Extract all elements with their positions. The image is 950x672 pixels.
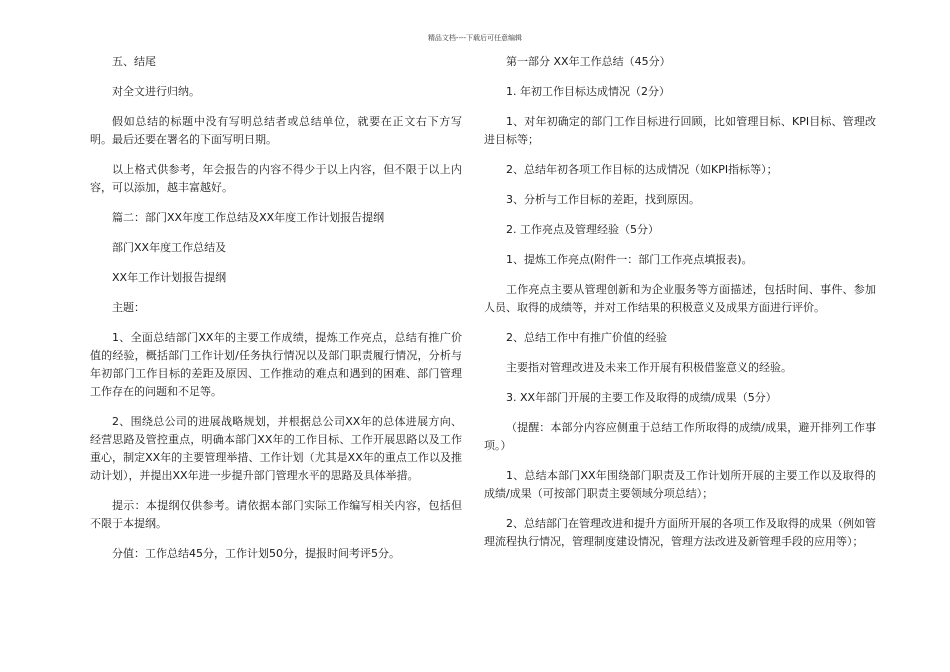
paragraph: XX年工作计划报告提纲 [112, 271, 227, 284]
paragraph: 2. 工作亮点及管理经验（5分） [506, 223, 659, 236]
paragraph: 以上格式供参考，年会报告的内容不得少于以上内容，但不限于以上内容，可以添加，越丰富越好。 [90, 163, 462, 194]
paragraph: 提示：本提纲仅供参考。请依据本部门实际工作编写相关内容，包括但不限于本提纲。 [90, 499, 462, 530]
paragraph: 2、总结工作中有推广价值的经验 [506, 331, 667, 344]
paragraph: 2、总结年初各项工作目标的达成情况（如KPI指标等）； [506, 163, 778, 176]
paragraph: 分值：工作总结45分，工作计划50分，提报时间考评5分。 [112, 547, 400, 560]
paragraph: 主题： [112, 301, 145, 314]
paragraph: 五、结尾 [112, 55, 156, 68]
paragraph: 2、总结部门在管理改进和提升方面所开展的各项工作及取得的成果（例如管理流程执行情况，管理制度建设情况，管理方法改进及新管理手段的应用等）； [484, 517, 876, 548]
paragraph: 第一部分 XX年工作总结（45分） [506, 55, 671, 68]
paragraph: 1、全面总结部门XX年的主要工作成绩，提炼工作亮点，总结有推广价值的经验，概括部门工作计划/任务执行情况以及部门职责履行情况，分析与年初部门工作目标的差距及原因、工作推动的难点和遇到的困难、部门管理工作存在的问题和不足等。 [90, 331, 462, 398]
paragraph: 篇二：部门XX年度工作总结及XX年度工作计划报告提纲 [112, 211, 385, 224]
paragraph: 工作亮点主要从管理创新和为企业服务等方面描述，包括时间、事件、参加人员、取得的成绩等，并对工作结果的积极意义及成果方面进行评价。 [484, 283, 876, 314]
paragraph: 1. 年初工作目标达成情况（2分） [506, 85, 670, 98]
paragraph: 1、提炼工作亮点(附件一：部门工作亮点填报表)。 [506, 253, 753, 266]
right-column [484, 53, 876, 563]
paragraph: 1、总结本部门XX年围绕部门职责及工作计划所开展的主要工作以及取得的成绩/成果（可按部门职责主要领域分项总结）； [484, 469, 876, 500]
paragraph: 假如总结的标题中没有写明总结者或总结单位，就要在正文右下方写明。最后还要在署名的下面写明日期。 [90, 115, 462, 146]
paragraph: 2、围绕总公司的进展战略规划，并根据总公司XX年的总体进展方向、经营思路及管控重点，明确本部门XX年的工作目标、工作开展思路以及工作重心，制定XX年的主要管理举措、工作计划（尤其是XX年的重点工作以及推动计划），并提出XX年进一步提升部门管理水平的思路及具体举措。 [90, 415, 462, 482]
left-column [90, 53, 462, 575]
paragraph: 1、对年初确定的部门工作目标进行回顾，比如管理目标、KPI目标、管理改进目标等； [484, 115, 876, 146]
paragraph: 对全文进行归纳。 [112, 85, 200, 98]
paragraph: 主要指对管理改进及未来工作开展有积极借鉴意义的经验。 [506, 361, 792, 374]
paragraph: 部门XX年度工作总结及 [112, 241, 227, 254]
page-header: 精品文档----下载后可任意编辑 [427, 34, 523, 42]
paragraph: 3、分析与工作目标的差距，找到原因。 [506, 193, 700, 206]
paragraph: 3. XX年部门开展的主要工作及取得的成绩/成果（5分） [506, 391, 777, 404]
paragraph: （提醒：本部分内容应侧重于总结工作所取得的成绩/成果，避开排列工作事项。） [484, 421, 876, 452]
